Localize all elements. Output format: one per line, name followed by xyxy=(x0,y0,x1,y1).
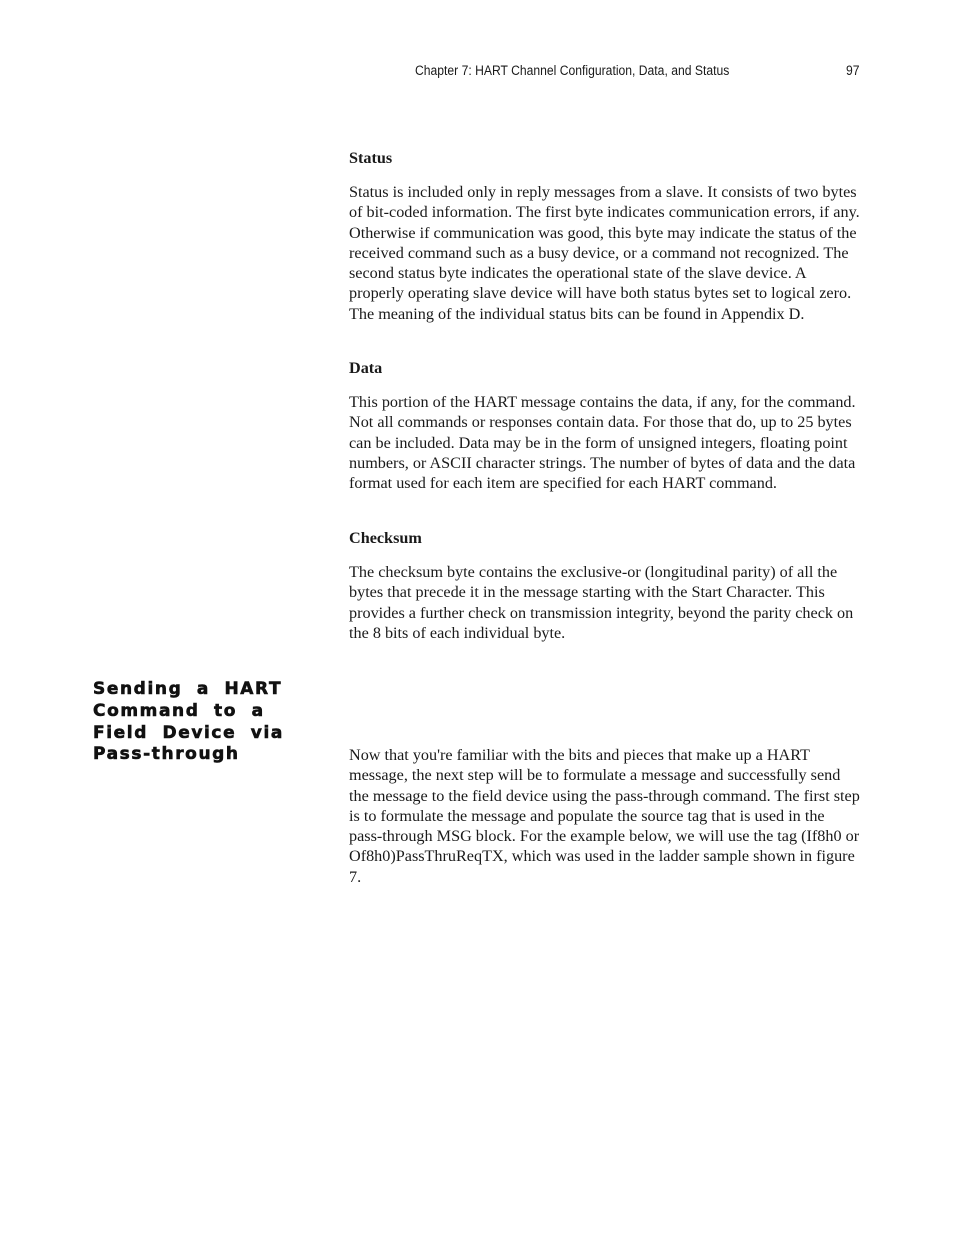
data-paragraph: This portion of the HART message contains the data, if any, for the command. Not all commands or responses contain data. For those that do, up to 25 bytes can be included. Data may be in the form of unsigned integers, floating point numbers, or ASCII character strings. The number of bytes of data and the data format used for each item are specified for each HART command. xyxy=(349,393,856,493)
checksum-section xyxy=(349,562,861,643)
page-number: 97 xyxy=(846,63,860,78)
data-section xyxy=(349,392,861,493)
checksum-heading: Checksum xyxy=(349,529,422,547)
data-heading: Data xyxy=(349,359,383,377)
checksum-paragraph: The checksum byte contains the exclusive-or (longitudinal parity) of all the bytes that precede it in the message starting with the Start Character. This provides a further check on transmission integrity, beyond the parity check on the 8 bits of each individual byte. xyxy=(349,563,854,642)
status-paragraph: Status is included only in reply messages from a slave. It consists of two bytes of bit-coded information. The first byte indicates communication errors, if any. Otherwise if communication was good, this byte may indicate the status of the received command such as a busy device, or a command not recognized. The second status byte indicates the operational state of the slave device. A properly operating slave device will have both status bytes set to logical zero. The meaning of the individual status bits can be found in Appendix D. xyxy=(349,183,860,323)
status-heading: Status xyxy=(349,149,393,167)
passthrough-side-heading: Sending a HART Command to a Field Device via Pass-through xyxy=(93,679,284,765)
passthrough-section xyxy=(349,745,861,887)
running-header-title: Chapter 7: HART Channel Configuration, Data, and Status xyxy=(415,63,730,78)
passthrough-paragraph: Now that you're familiar with the bits and pieces that make up a HART message, the next step will be to formulate a message and successfully send the message to the field device using the pass-through command. The first step is to formulate the message and populate the source tag that is used in the pass-through MSG block. For the example below, we will use the tag (If8h0 or Of8h0)PassThruReqTX, which was used in the ladder sample shown in figure 7. xyxy=(349,746,860,886)
status-section xyxy=(349,182,861,324)
